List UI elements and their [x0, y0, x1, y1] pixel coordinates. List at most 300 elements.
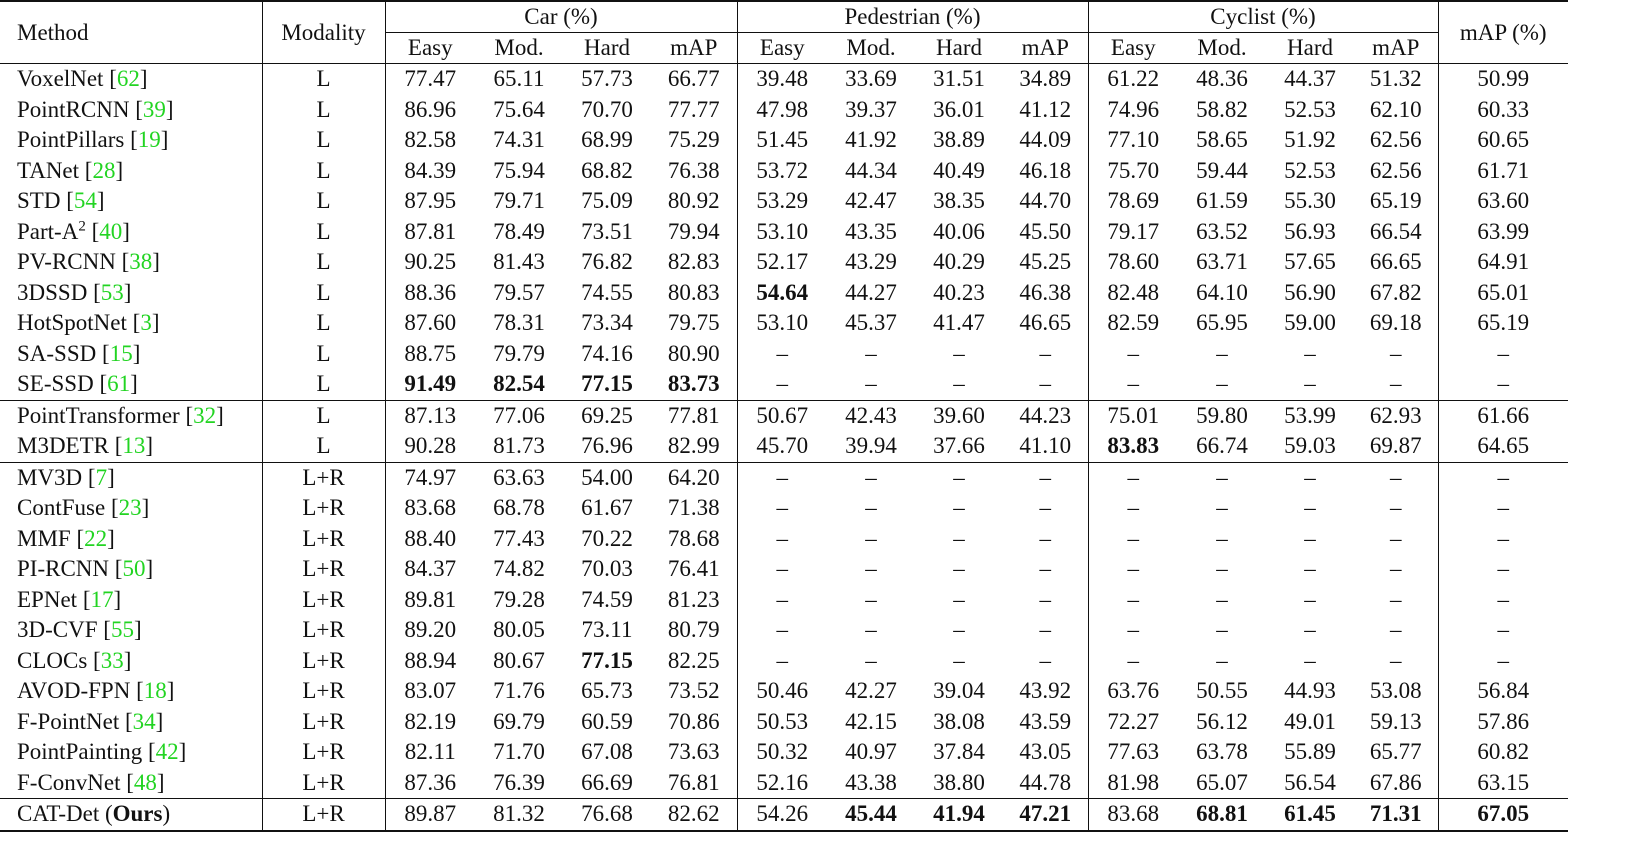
- method-name: M3DETR: [17, 433, 109, 459]
- car-map-cell: [651, 247, 737, 278]
- cell-value: L: [316, 218, 331, 244]
- table-row: [0, 524, 1568, 555]
- header-pedestrian-hard: Hard: [915, 33, 1003, 64]
- table-row: [0, 217, 1568, 248]
- car-easy-cell: [385, 431, 475, 462]
- car-easy-cell: [385, 156, 475, 187]
- cell-value: –: [953, 464, 965, 490]
- cell-value: 79.28: [493, 586, 545, 612]
- citation-link[interactable]: 50: [122, 556, 146, 582]
- cell-value: 70.03: [581, 556, 633, 582]
- modality-cell: [262, 339, 385, 370]
- cell-value: –: [953, 617, 965, 643]
- cell-value: 43.29: [845, 249, 897, 275]
- method-name: PI-RCNN: [17, 556, 110, 582]
- cyclist-mod-cell: [1178, 737, 1266, 768]
- citation-link[interactable]: 7: [95, 464, 108, 490]
- modality-cell: [262, 646, 385, 677]
- overall-map-cell: [1438, 554, 1568, 585]
- cell-value: –: [1127, 464, 1139, 490]
- cell-value: 70.22: [581, 525, 633, 551]
- table-row: [0, 400, 1568, 431]
- cell-value: 38.08: [933, 708, 985, 734]
- cell-value: –: [776, 340, 788, 366]
- table-row: [0, 462, 1568, 493]
- car-easy-cell: [385, 585, 475, 616]
- modality-cell: [262, 676, 385, 707]
- pedestrian-map-cell: [1003, 64, 1088, 95]
- cell-value: 90.28: [404, 433, 457, 459]
- cell-value: 77.77: [667, 96, 720, 122]
- cell-value: 81.43: [493, 249, 545, 275]
- table-row: [0, 615, 1568, 646]
- pedestrian-hard-cell: [915, 737, 1003, 768]
- cell-value: 75.94: [493, 157, 545, 183]
- overall-map-cell: [1438, 646, 1568, 677]
- citation-link[interactable]: 39: [142, 96, 166, 122]
- car-mod-cell: [475, 125, 563, 156]
- cell-value: –: [1304, 340, 1316, 366]
- cyclist-map-cell: [1354, 462, 1438, 493]
- citation-link[interactable]: 13: [122, 433, 146, 459]
- car-hard-cell: [563, 156, 651, 187]
- cell-value: 51.32: [1369, 66, 1422, 92]
- citation-link[interactable]: 53: [100, 279, 124, 305]
- citation-link[interactable]: 33: [100, 647, 124, 673]
- cell-value: 83.83: [1107, 433, 1160, 459]
- pedestrian-mod-cell: [827, 431, 915, 462]
- car-mod-cell: [475, 524, 563, 555]
- cell-value: L+R: [302, 769, 345, 795]
- cell-value: 65.11: [493, 66, 545, 92]
- cyclist-hard-cell: [1266, 308, 1354, 339]
- cell-value: –: [865, 647, 877, 673]
- cyclist-map-cell: [1354, 156, 1438, 187]
- cell-value: 42.47: [845, 188, 897, 214]
- header-group-car: Car (%): [385, 1, 737, 33]
- cell-value: 61.67: [581, 495, 633, 521]
- overall-map-cell: [1438, 339, 1568, 370]
- cell-value: 67.86: [1369, 769, 1422, 795]
- pedestrian-easy-cell: [737, 493, 827, 524]
- pedestrian-hard-cell: [915, 186, 1003, 217]
- cell-value: 59.03: [1284, 433, 1336, 459]
- citation-link[interactable]: 3: [140, 310, 152, 336]
- modality-cell: [262, 95, 385, 126]
- cell-value: L+R: [302, 525, 345, 551]
- cell-value: 82.62: [667, 801, 720, 827]
- cell-value: 78.49: [493, 218, 545, 244]
- method-name-bold: Ours: [112, 801, 163, 827]
- modality-cell: [262, 217, 385, 248]
- cell-value: L: [316, 310, 331, 336]
- cell-value: 76.96: [581, 433, 633, 459]
- cell-value: 75.01: [1107, 402, 1160, 428]
- pedestrian-easy-cell: [737, 186, 827, 217]
- cell-value: 77.43: [493, 525, 545, 551]
- cyclist-mod-cell: [1178, 400, 1266, 431]
- cell-value: –: [1216, 556, 1228, 582]
- pedestrian-easy-cell: [737, 217, 827, 248]
- cell-value: 79.94: [667, 218, 720, 244]
- cell-value: 69.87: [1369, 433, 1422, 459]
- cell-value: L+R: [302, 556, 345, 582]
- car-mod-cell: [475, 186, 563, 217]
- car-mod-cell: [475, 95, 563, 126]
- cyclist-easy-cell: [1088, 799, 1178, 831]
- pedestrian-hard-cell: [915, 676, 1003, 707]
- car-hard-cell: [563, 125, 651, 156]
- car-hard-cell: [563, 554, 651, 585]
- cyclist-map-cell: [1354, 339, 1438, 370]
- cyclist-mod-cell: [1178, 676, 1266, 707]
- cell-value: 42.27: [845, 678, 897, 704]
- car-map-cell: [651, 125, 737, 156]
- header-pedestrian-easy: Easy: [737, 33, 827, 64]
- cell-value: 89.87: [404, 801, 457, 827]
- pedestrian-mod-cell: [827, 64, 915, 95]
- cell-value: 78.60: [1107, 249, 1160, 275]
- modality-cell: [262, 247, 385, 278]
- pedestrian-map-cell: [1003, 186, 1088, 217]
- modality-cell: [262, 369, 385, 400]
- cell-value: –: [1497, 586, 1509, 612]
- pedestrian-map-cell: [1003, 431, 1088, 462]
- cell-value: 43.35: [845, 218, 897, 244]
- cell-value: 38.80: [933, 769, 985, 795]
- cell-value: 37.84: [933, 739, 985, 765]
- overall-map-cell: [1438, 369, 1568, 400]
- overall-map-cell: [1438, 676, 1568, 707]
- cell-value: 73.52: [667, 678, 720, 704]
- cyclist-hard-cell: [1266, 493, 1354, 524]
- cell-value: –: [1497, 647, 1509, 673]
- pedestrian-map-cell: [1003, 217, 1088, 248]
- cell-value: 45.70: [756, 433, 809, 459]
- method-name: MMF: [17, 525, 71, 551]
- method-cell: MV3D [7]: [0, 462, 262, 493]
- cell-value: 38.89: [933, 127, 985, 153]
- cell-value: –: [776, 556, 788, 582]
- method-name: 3DSSD: [17, 279, 88, 305]
- citation-link[interactable]: 38: [129, 249, 153, 275]
- pedestrian-easy-cell: [737, 369, 827, 400]
- cell-value: 61.45: [1284, 801, 1336, 827]
- cell-value: –: [1039, 586, 1051, 612]
- pedestrian-hard-cell: [915, 400, 1003, 431]
- cell-value: 53.72: [756, 157, 809, 183]
- method-cell: 3DSSD [53]: [0, 278, 262, 309]
- car-mod-cell: [475, 615, 563, 646]
- citation-link[interactable]: 42: [155, 739, 179, 765]
- cell-value: 40.97: [845, 739, 897, 765]
- citation-link[interactable]: 55: [110, 617, 134, 643]
- cell-value: –: [1390, 371, 1402, 397]
- cell-value: 64.10: [1196, 279, 1248, 305]
- cell-value: 54.00: [581, 464, 633, 490]
- cyclist-map-cell: [1354, 308, 1438, 339]
- cell-value: 77.63: [1107, 739, 1160, 765]
- car-mod-cell: [475, 585, 563, 616]
- cyclist-easy-cell: [1088, 615, 1178, 646]
- cell-value: 86.96: [404, 96, 457, 122]
- cell-value: 52.53: [1284, 157, 1336, 183]
- table-row-ours: [0, 799, 1568, 831]
- method-cell: F-PointNet [34]: [0, 707, 262, 738]
- cell-value: 82.48: [1107, 279, 1160, 305]
- car-easy-cell: [385, 64, 475, 95]
- method-name: VoxelNet: [17, 66, 104, 92]
- citation-link[interactable]: 61: [107, 371, 131, 397]
- cyclist-mod-cell: [1178, 524, 1266, 555]
- overall-map-cell: [1438, 462, 1568, 493]
- pedestrian-mod-cell: [827, 737, 915, 768]
- cell-value: 44.70: [1019, 188, 1072, 214]
- cell-value: 40.23: [933, 279, 985, 305]
- modality-cell: [262, 799, 385, 831]
- citation-link[interactable]: 17: [90, 586, 114, 612]
- pedestrian-map-cell: [1003, 676, 1088, 707]
- citation-link[interactable]: 40: [99, 218, 123, 244]
- cell-value: 73.34: [581, 310, 633, 336]
- pedestrian-mod-cell: [827, 125, 915, 156]
- header-cyclist-map: mAP: [1354, 33, 1438, 64]
- car-mod-cell: [475, 676, 563, 707]
- method-cell: ContFuse [23]: [0, 493, 262, 524]
- table-row: [0, 369, 1568, 400]
- car-easy-cell: [385, 676, 475, 707]
- overall-map-cell: [1438, 707, 1568, 738]
- cyclist-map-cell: [1354, 799, 1438, 831]
- pedestrian-easy-cell: [737, 462, 827, 493]
- cyclist-map-cell: [1354, 707, 1438, 738]
- cell-value: 58.65: [1196, 127, 1248, 153]
- cyclist-hard-cell: [1266, 278, 1354, 309]
- cell-value: 76.38: [667, 157, 720, 183]
- header-method: Method: [0, 1, 262, 64]
- cell-value: –: [1304, 617, 1316, 643]
- cyclist-map-cell: [1354, 768, 1438, 799]
- cell-value: 46.38: [1019, 279, 1072, 305]
- cyclist-easy-cell: [1088, 95, 1178, 126]
- citation-link[interactable]: 19: [137, 127, 161, 153]
- cell-value: 71.38: [667, 495, 720, 521]
- cell-value: –: [1039, 617, 1051, 643]
- cell-value: 63.76: [1107, 678, 1160, 704]
- pedestrian-hard-cell: [915, 278, 1003, 309]
- car-map-cell: [651, 64, 737, 95]
- cyclist-mod-cell: [1178, 369, 1266, 400]
- cell-value: 79.17: [1107, 218, 1160, 244]
- car-easy-cell: [385, 768, 475, 799]
- cell-value: 60.65: [1477, 127, 1530, 153]
- table-row: [0, 308, 1568, 339]
- cyclist-mod-cell: [1178, 339, 1266, 370]
- cyclist-easy-cell: [1088, 554, 1178, 585]
- method-cell: PointPillars [19]: [0, 125, 262, 156]
- citation-link[interactable]: 54: [73, 188, 97, 214]
- cell-value: 79.75: [667, 310, 720, 336]
- cell-value: 49.01: [1284, 708, 1336, 734]
- cell-value: 89.81: [404, 586, 457, 612]
- cell-value: 40.06: [933, 218, 985, 244]
- cyclist-mod-cell: [1178, 247, 1266, 278]
- citation-link[interactable]: 15: [109, 340, 133, 366]
- cyclist-hard-cell: [1266, 156, 1354, 187]
- pedestrian-easy-cell: [737, 676, 827, 707]
- cell-value: 72.27: [1107, 708, 1160, 734]
- car-mod-cell: [475, 799, 563, 831]
- cell-value: 88.94: [404, 647, 457, 673]
- pedestrian-easy-cell: [737, 64, 827, 95]
- cyclist-map-cell: [1354, 186, 1438, 217]
- cyclist-easy-cell: [1088, 186, 1178, 217]
- cyclist-mod-cell: [1178, 156, 1266, 187]
- car-easy-cell: [385, 247, 475, 278]
- cell-value: 55.30: [1284, 188, 1336, 214]
- cyclist-mod-cell: [1178, 431, 1266, 462]
- cell-value: 66.77: [667, 66, 720, 92]
- cell-value: 47.98: [756, 96, 809, 122]
- cyclist-hard-cell: [1266, 554, 1354, 585]
- cell-value: 66.54: [1369, 218, 1422, 244]
- cell-value: 61.59: [1196, 188, 1248, 214]
- cell-value: –: [1216, 371, 1228, 397]
- cell-value: L+R: [302, 495, 345, 521]
- cell-value: 54.26: [756, 801, 809, 827]
- citation-link[interactable]: 62: [116, 66, 140, 92]
- overall-map-cell: [1438, 217, 1568, 248]
- car-map-cell: [651, 186, 737, 217]
- header-car-map: mAP: [651, 33, 737, 64]
- cell-value: 47.21: [1019, 801, 1072, 827]
- cell-value: –: [1127, 647, 1139, 673]
- table-row: [0, 95, 1568, 126]
- cyclist-map-cell: [1354, 524, 1438, 555]
- table-row: [0, 493, 1568, 524]
- cyclist-map-cell: [1354, 585, 1438, 616]
- method-name: Part-A: [17, 218, 79, 244]
- cyclist-map-cell: [1354, 554, 1438, 585]
- pedestrian-map-cell: [1003, 615, 1088, 646]
- method-name: PointTransformer: [17, 402, 180, 428]
- cell-value: –: [1216, 495, 1228, 521]
- cyclist-hard-cell: [1266, 707, 1354, 738]
- pedestrian-hard-cell: [915, 799, 1003, 831]
- overall-map-cell: [1438, 278, 1568, 309]
- modality-cell: [262, 64, 385, 95]
- cell-value: 76.39: [493, 769, 545, 795]
- car-map-cell: [651, 554, 737, 585]
- cell-value: –: [776, 586, 788, 612]
- pedestrian-easy-cell: [737, 95, 827, 126]
- header-overall-map: mAP (%): [1438, 1, 1568, 64]
- car-hard-cell: [563, 247, 651, 278]
- car-hard-cell: [563, 369, 651, 400]
- table-row: [0, 554, 1568, 585]
- cell-value: –: [1304, 647, 1316, 673]
- car-easy-cell: [385, 186, 475, 217]
- citation-link[interactable]: 48: [133, 769, 157, 795]
- car-hard-cell: [563, 462, 651, 493]
- pedestrian-map-cell: [1003, 524, 1088, 555]
- pedestrian-mod-cell: [827, 493, 915, 524]
- car-map-cell: [651, 646, 737, 677]
- method-cell: CLOCs [33]: [0, 646, 262, 677]
- pedestrian-map-cell: [1003, 799, 1088, 831]
- citation-link[interactable]: 18: [143, 678, 167, 704]
- cell-value: 44.34: [845, 157, 897, 183]
- car-easy-cell: [385, 737, 475, 768]
- cell-value: 65.95: [1196, 310, 1248, 336]
- car-easy-cell: [385, 799, 475, 831]
- cell-value: –: [776, 617, 788, 643]
- cell-value: 56.12: [1196, 708, 1248, 734]
- car-map-cell: [651, 585, 737, 616]
- car-hard-cell: [563, 400, 651, 431]
- cell-value: 45.44: [845, 801, 897, 827]
- pedestrian-mod-cell: [827, 462, 915, 493]
- cell-value: 62.93: [1369, 402, 1422, 428]
- method-cell: SE-SSD [61]: [0, 369, 262, 400]
- cell-value: –: [1304, 495, 1316, 521]
- cyclist-mod-cell: [1178, 799, 1266, 831]
- cyclist-hard-cell: [1266, 676, 1354, 707]
- overall-map-cell: [1438, 493, 1568, 524]
- cell-value: 63.60: [1477, 188, 1530, 214]
- car-mod-cell: [475, 247, 563, 278]
- pedestrian-mod-cell: [827, 676, 915, 707]
- cell-value: 52.53: [1284, 96, 1336, 122]
- modality-cell: [262, 737, 385, 768]
- modality-cell: [262, 493, 385, 524]
- cell-value: 50.99: [1477, 66, 1530, 92]
- cell-value: L: [316, 340, 331, 366]
- method-superscript: 2: [78, 218, 86, 235]
- pedestrian-map-cell: [1003, 95, 1088, 126]
- citation-link[interactable]: 22: [84, 525, 108, 551]
- method-cell: 3D-CVF [55]: [0, 615, 262, 646]
- cell-value: L: [316, 433, 331, 459]
- citation-link[interactable]: 34: [132, 708, 156, 734]
- cyclist-easy-cell: [1088, 278, 1178, 309]
- cell-value: 56.93: [1284, 218, 1336, 244]
- cell-value: 82.99: [667, 433, 720, 459]
- citation-link[interactable]: 28: [92, 157, 116, 183]
- method-cell: STD [54]: [0, 186, 262, 217]
- cell-value: –: [1127, 586, 1139, 612]
- cell-value: 51.45: [756, 127, 809, 153]
- pedestrian-mod-cell: [827, 278, 915, 309]
- cell-value: 75.64: [493, 96, 545, 122]
- citation-link[interactable]: 32: [193, 402, 217, 428]
- cell-value: 73.51: [581, 218, 633, 244]
- citation-link[interactable]: 23: [118, 495, 142, 521]
- pedestrian-easy-cell: [737, 585, 827, 616]
- cell-value: –: [865, 586, 877, 612]
- cell-value: –: [1216, 586, 1228, 612]
- cyclist-hard-cell: [1266, 524, 1354, 555]
- cell-value: 83.73: [667, 371, 720, 397]
- cyclist-map-cell: [1354, 369, 1438, 400]
- method-cell: VoxelNet [62]: [0, 64, 262, 95]
- car-easy-cell: [385, 646, 475, 677]
- cell-value: 67.82: [1369, 279, 1422, 305]
- pedestrian-hard-cell: [915, 431, 1003, 462]
- car-easy-cell: [385, 493, 475, 524]
- cell-value: 68.82: [581, 157, 633, 183]
- cyclist-mod-cell: [1178, 278, 1266, 309]
